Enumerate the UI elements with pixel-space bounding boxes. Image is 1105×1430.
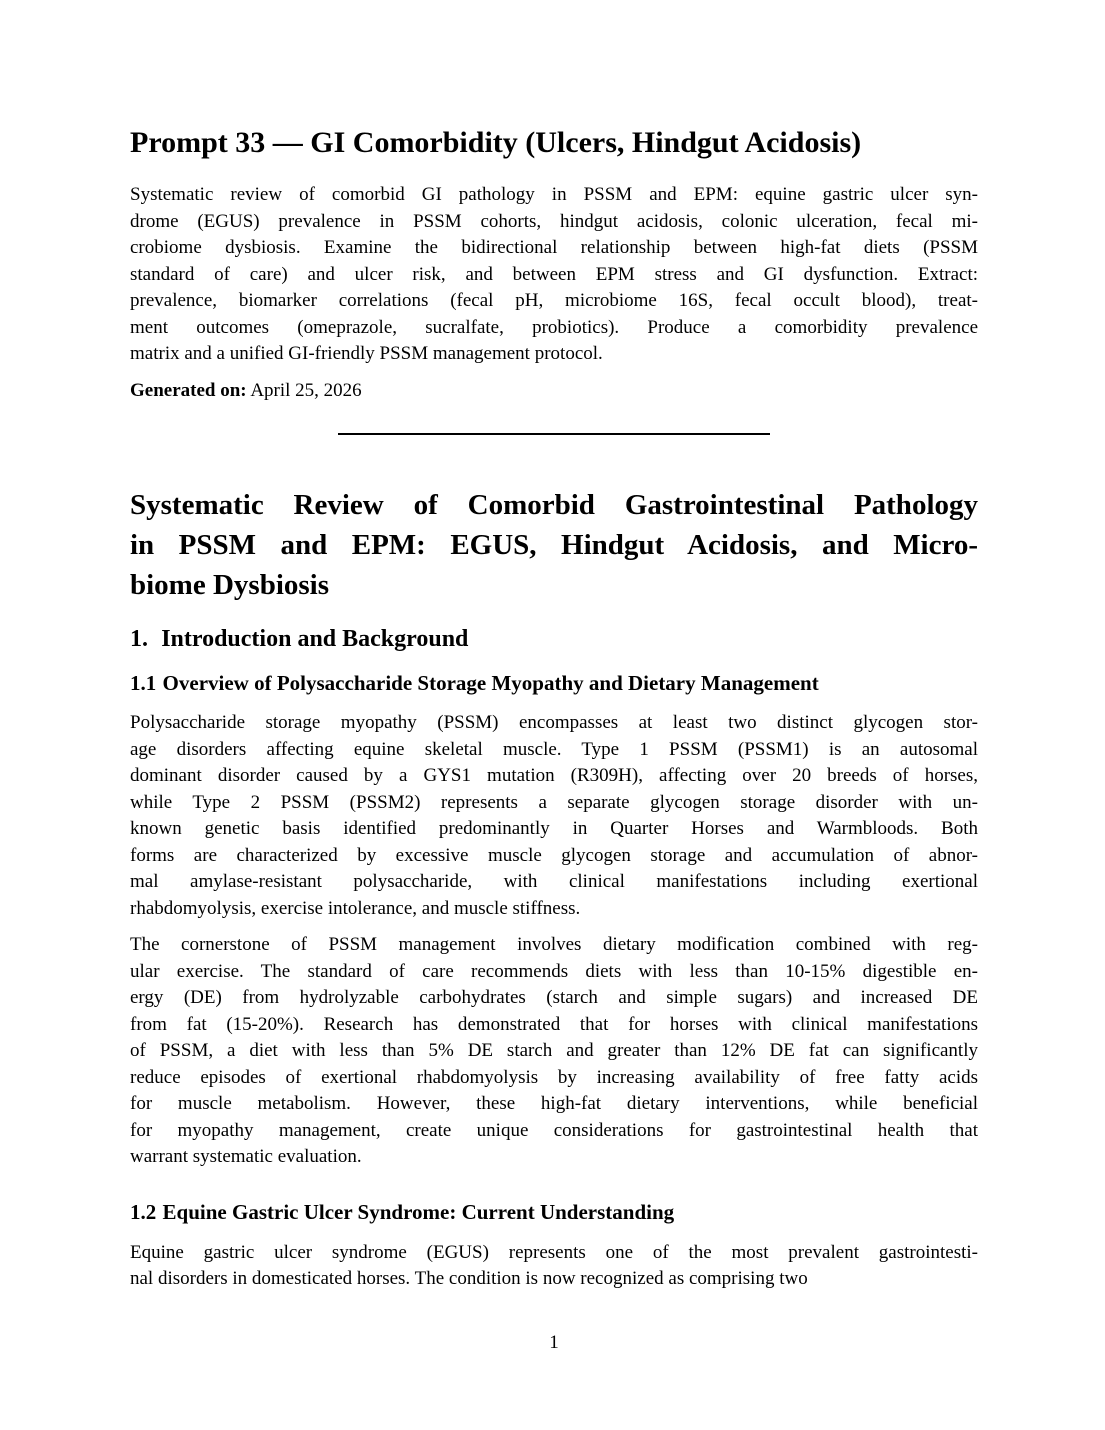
text-line: dominant disorder caused by a GYS1 mutation (R309H), affecting over 20 breeds of horses, — [130, 765, 978, 786]
text-line: from fat (15-20%). Research has demonstrated that for horses with clinical manifestations — [130, 1013, 978, 1035]
text-line: reduce episodes of exertional rhabdomyolysis by increasing availability of free fatty acids — [130, 1066, 978, 1088]
text-line: Polysaccharide storage myopathy (PSSM) encompasses at least two distinct glycogen stor- — [130, 712, 978, 733]
prompt-title: Prompt 33 — GI Comorbidity (Ulcers, Hindgut Acidosis) — [130, 126, 862, 159]
text-line: while Type 2 PSSM (PSSM2) represents a separate glycogen storage disorder with un- — [130, 791, 978, 813]
text-line: for myopathy management, create unique considerations for gastrointestinal health that — [130, 1119, 978, 1141]
text-line: The cornerstone of PSSM management involves dietary modification combined with reg- — [130, 934, 978, 955]
text-line: rhabdomyolysis, exercise intolerance, and muscle stiffness. — [130, 897, 581, 919]
text-line: ergy (DE) from hydrolyzable carbohydrates (starch and simple sugars) and increased DE — [130, 987, 978, 1008]
text-line: of PSSM, a diet with less than 5% DE starch and greater than 12% DE fat can significantly — [130, 1040, 978, 1061]
text-block — [130, 124, 978, 1354]
subsection-heading — [130, 1199, 978, 1225]
paragraph — [130, 710, 978, 922]
text-line: nal disorders in domesticated horses. The condition is now recognized as comprising two — [130, 1268, 808, 1289]
prompt-abstract — [130, 182, 978, 368]
subsection-number: 1.1 — [130, 671, 157, 695]
text-line: for muscle metabolism. However, these high-fat dietary interventions, while beneficial — [130, 1093, 978, 1114]
subsection-heading-text: Equine Gastric Ulcer Syndrome: Current Understanding — [162, 1199, 675, 1224]
text-line: Systematic review of comorbid GI pathology in PSSM and EPM: equine gastric ulcer syn- — [130, 184, 978, 205]
generated-on-label: Generated on: — [130, 379, 247, 401]
text-line: warrant systematic evaluation. — [130, 1146, 362, 1167]
text-line: biome Dysbiosis — [130, 569, 330, 601]
subsection-heading — [130, 670, 978, 696]
paragraph — [130, 1240, 978, 1293]
section-number: 1. — [130, 626, 148, 652]
text-line: drome (EGUS) prevalence in PSSM cohorts, hindgut acidosis, colonic ulceration, fecal mi- — [130, 210, 978, 232]
generated-on-date: April 25, 2026 — [250, 379, 362, 401]
text-line: standard of care) and ulcer risk, and between EPM stress and GI dysfunction. Extract: — [130, 263, 978, 285]
page-number: 1 — [549, 1331, 559, 1353]
text-line: age disorders affecting equine skeletal muscle. Type 1 PSSM (PSSM1) is an autosomal — [130, 738, 978, 760]
text-line: prevalence, biomarker correlations (fecal pH, microbiome 16S, fecal occult blood), treat- — [130, 290, 978, 311]
subsection-heading-text: Overview of Polysaccharide Storage Myopathy and Dietary Management — [162, 671, 819, 695]
text-line: Systematic Review of Comorbid Gastrointestinal Pathology — [130, 489, 978, 521]
text-line: ment outcomes (omeprazole, sucralfate, probiotics). Produce a comorbidity prevalence — [130, 316, 978, 338]
section-divider — [338, 433, 770, 435]
section-heading-text: Introduction and Background — [161, 626, 469, 652]
text-line: matrix and a unified GI-friendly PSSM management protocol. — [130, 343, 603, 364]
text-line: Equine gastric ulcer syndrome (EGUS) represents one of the most prevalent gastrointesti- — [130, 1241, 978, 1263]
paragraph — [130, 932, 978, 1171]
text-line: forms are characterized by excessive muscle glycogen storage and accumulation of abnor- — [130, 844, 978, 866]
text-line: crobiome dysbiosis. Examine the bidirectional relationship between high-fat diets (PSSM — [130, 237, 978, 258]
generated-on-line — [130, 378, 978, 405]
text-line: ular exercise. The standard of care recommends diets with less than 10-15% digestible en- — [130, 960, 978, 982]
subsection-number: 1.2 — [130, 1199, 157, 1224]
section-heading — [130, 624, 978, 654]
article-title — [130, 485, 978, 605]
text-line: in PSSM and EPM: EGUS, Hindgut Acidosis, and Micro- — [130, 529, 978, 561]
text-line: mal amylase-resistant polysaccharide, with clinical manifestations including exertional — [130, 871, 978, 892]
text-line: known genetic basis identified predominantly in Quarter Horses and Warmbloods. Both — [130, 818, 978, 839]
